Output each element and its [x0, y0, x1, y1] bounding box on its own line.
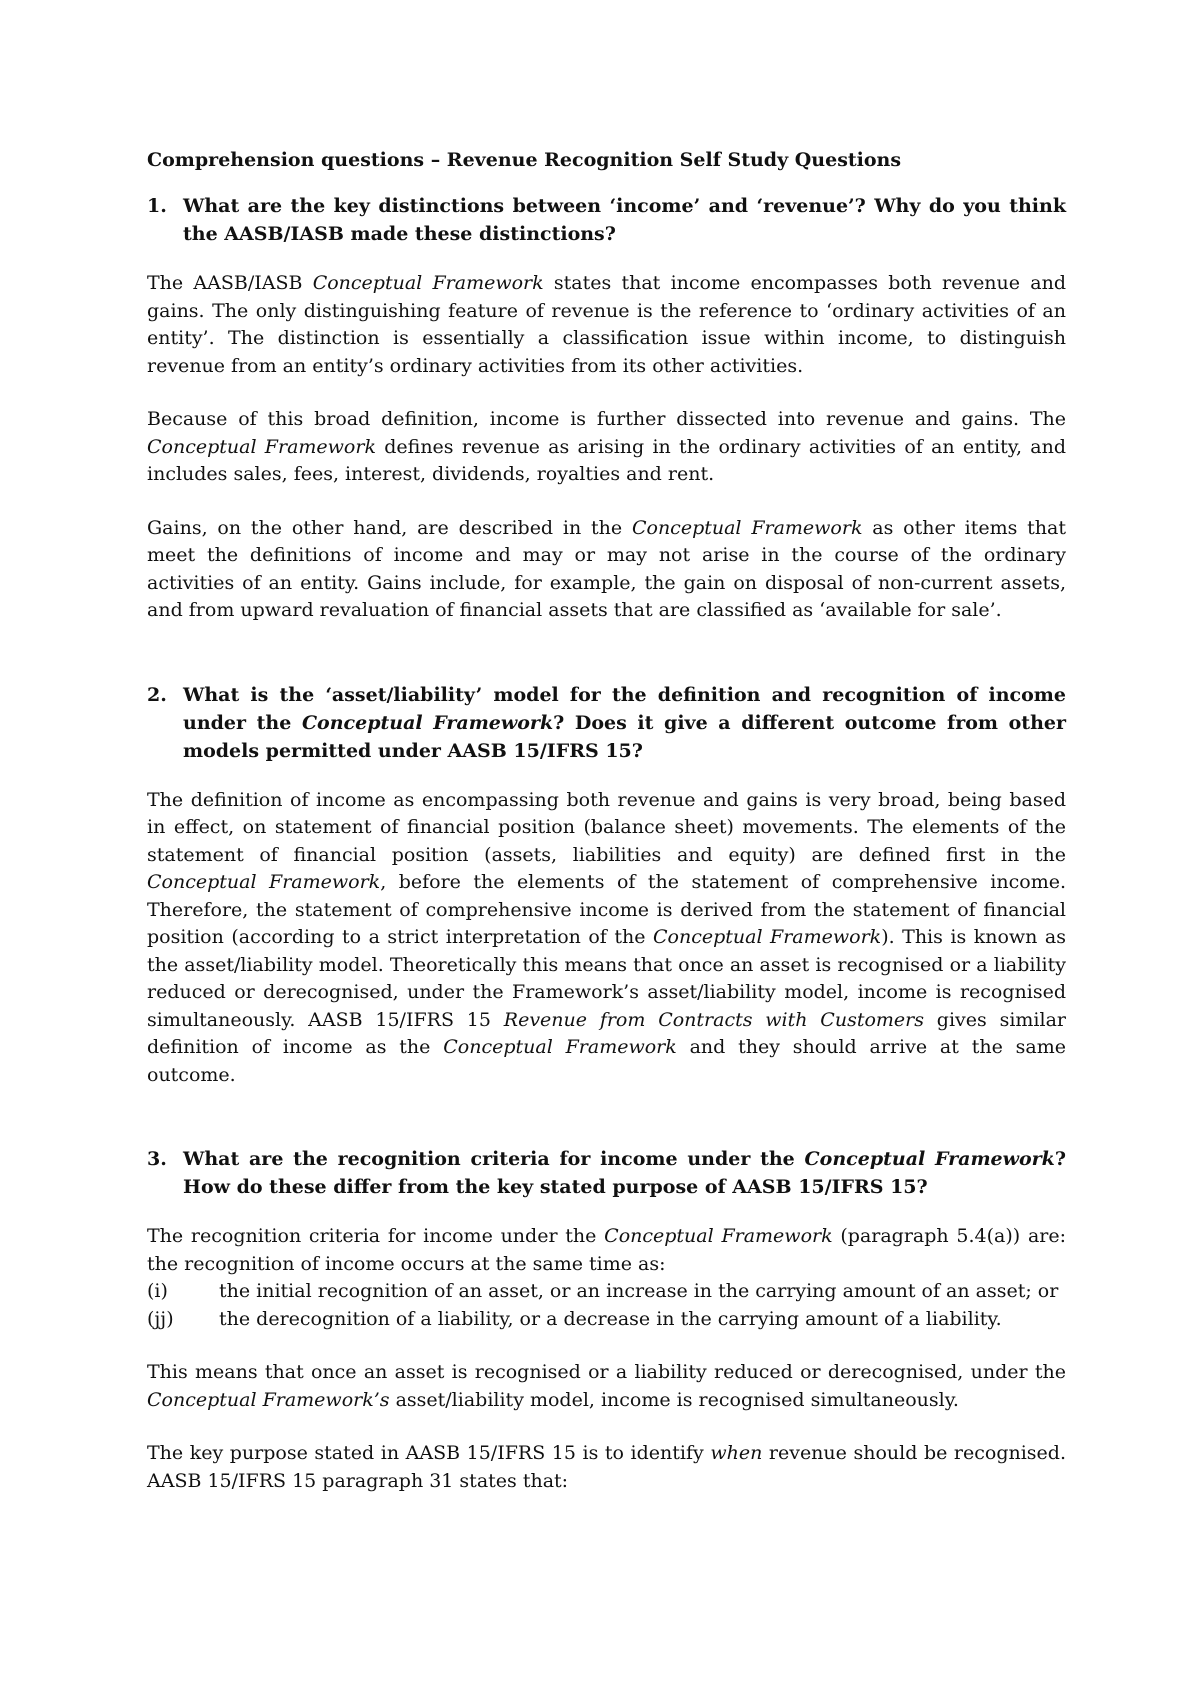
question-text: What are the key distinctions between ‘income’ and ‘revenue’? Why do you think the AASB/IASB made these distinctions? — [183, 195, 1066, 245]
list-item — [147, 1306, 1066, 1334]
answer-paragraph: Gains, on the other hand, are described in the Conceptual Framework as other items that meet the definitions of income and may or may not arise in the course of the ordinary activities of an entity. Gains include, for example, the gain on disposal of non-current assets, and from upward revaluation of financial assets that are classified as ‘available for sale’. — [147, 516, 1067, 621]
list-marker: (jj) — [147, 1307, 174, 1330]
question-2 — [147, 681, 1066, 765]
answer-paragraph: The key purpose stated in AASB 15/IFRS 15 is to identify when revenue should be recognised. AASB 15/IFRS 15 paragraph 31 states that: — [147, 1442, 1066, 1492]
answer-paragraph: The recognition criteria for income under the Conceptual Framework (paragraph 5.4(a)) are: the recognition of income occurs at the same time as: — [147, 1225, 1066, 1275]
list-text: the initial recognition of an asset, or an increase in the carrying amount of an asset; or — [219, 1280, 1059, 1302]
document-title: Comprehension questions – Revenue Recognition Self Study Questions — [147, 149, 902, 171]
question-text: What is the ‘asset/liability’ model for the definition and recognition of income under the Conceptual Framework? Does it give a different outcome from other models permitted under AASB 15/IFRS 15? — [183, 683, 1066, 762]
list-item — [147, 1278, 1066, 1306]
question-1 — [147, 192, 1066, 248]
question-number: 2. — [147, 683, 167, 706]
question-number: 3. — [147, 1148, 167, 1170]
question-3 — [147, 1145, 1066, 1201]
answer-paragraph: The AASB/IASB Conceptual Framework states that income encompasses both revenue and gains. The only distinguishing feature of revenue is the reference to ‘ordinary activities of an entity’. The distinction is essentially a classification issue within income, to distinguish revenue from an entity’s ordinary activities from its other activities. — [147, 272, 1067, 377]
answer-paragraph: The definition of income as encompassing both revenue and gains is very broad, being based in effect, on statement of financial position (balance sheet) movements. The elements of the statement of financial position (assets, liabilities and equity) are defined first in the Conceptual Framework, before the elements of the statement of comprehensive income. Therefore, the statement of comprehensive income is derived from the statement of financial position (according to a strict interpretation of the Conceptual Framework). This is known as the asset/liability model. Theoretically this means that once an asset is recognised or a liability reduced or derecognised, under the Framework’s asset/liability model, income is recognised simultaneously. AASB 15/IFRS 15 Revenue from Contracts with Customers gives similar definition of income as the Conceptual Framework and they should arrive at the same outcome. — [147, 788, 1066, 1086]
list-text: the derecognition of a liability, or a decrease in the carrying amount of a liability. — [219, 1307, 1002, 1330]
list-marker: (i) — [147, 1280, 168, 1302]
answer-paragraph: This means that once an asset is recognised or a liability reduced or derecognised, under the Conceptual Framework’s asset/liability model, income is recognised simultaneously. — [147, 1361, 1066, 1411]
answer-paragraph: Because of this broad definition, income is further dissected into revenue and gains. The Conceptual Framework defines revenue as arising in the ordinary activities of an entity, and includes sales, fees, interest, dividends, royalties and rent. — [147, 408, 1066, 485]
question-text: What are the recognition criteria for income under the Conceptual Framework? How do these differ from the key stated purpose of AASB 15/IFRS 15? — [183, 1148, 1066, 1198]
question-number: 1. — [147, 195, 167, 217]
criteria-list — [147, 1278, 1066, 1333]
